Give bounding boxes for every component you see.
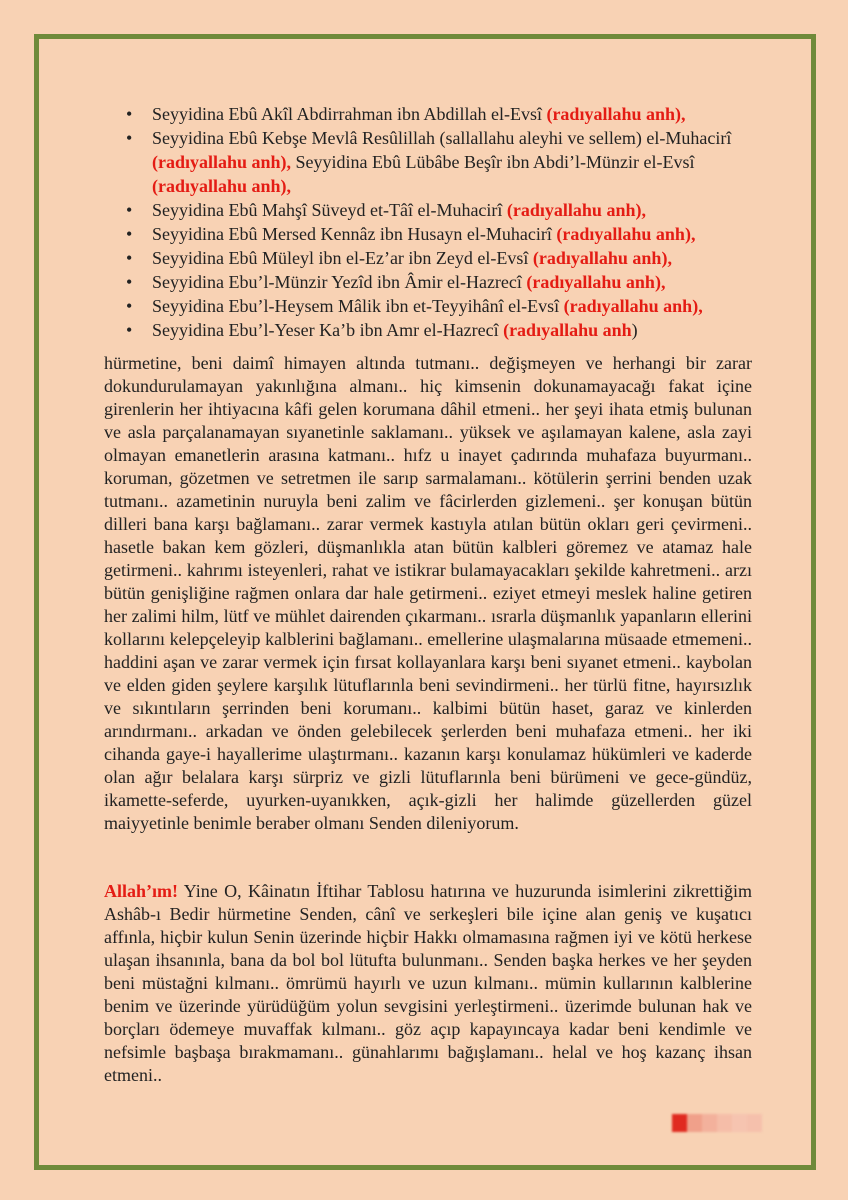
- punctuation: ,: [286, 176, 292, 196]
- honorific: (radıyallahu anh): [152, 152, 287, 172]
- page-marker-segment: [732, 1114, 747, 1132]
- companion-name: Seyyidina Ebû Mersed Kennâz ibn Husayn el-Muhacirî: [152, 224, 557, 244]
- punctuation: ,: [667, 248, 672, 268]
- honorific: (radıyallahu anh): [526, 272, 661, 292]
- companion-name: Seyyidina Ebu’l-Münzir Yezîd ibn Âmir el-Hazrecî: [152, 272, 527, 292]
- list-item: [110, 198, 750, 222]
- list-item: [110, 126, 750, 198]
- companion-name: Seyyidina Ebû Lübâbe Beşîr ibn Abdi’l-Münzir el-Evsî: [291, 152, 695, 172]
- companion-name: Seyyidina Ebû Akîl Abdirrahman ibn Abdillah el-Evsî: [152, 104, 547, 124]
- page-marker-segment: [672, 1114, 687, 1132]
- punctuation: ,: [690, 224, 696, 244]
- list-item: [110, 318, 750, 342]
- paragraph-text: Yine O, Kâinatın İftihar Tablosu hatırına ve huzurunda isimlerini zikrettiğim Ashâb-ı Bedir hürmetine Senden, cânî ve serkeşleri bile içine alan geniş ve kuşatıcı affınla, hiçbir kulun Senin üzerinde hiçbir Hakkı olmamasına rağmen iyi ve kötü herkese ulaşan ihsanınla, bana da bol bol lütufta bulunmanı.. Senden başka herkes ve her şeyden beni müstağni kılmanı.. ömrümü hayırlı ve uzun kılmanı.. mümin kullarının kalblerine benim ve üzerinde yürüdüğüm yolun sevgisini yerleştirmeni.. üzerimde bulunan hak ve borçları ödemeye muvaffak kılmanı.. göz açıp kapayıncaya kadar beni kendimle ve nefsimle başbaşa bırakmamanı.. günahlarımı bağışlamanı.. helal ve hoş kazanç ihsan etmeni..: [104, 881, 752, 1085]
- companion-name: Seyyidina Ebu’l-Heysem Mâlik ibn et-Teyyihânî el-Evsî: [152, 296, 564, 316]
- list-item: [110, 270, 750, 294]
- list-item: [110, 246, 750, 270]
- punctuation: ,: [286, 152, 292, 172]
- companion-list: [110, 102, 750, 342]
- companion-name: Seyyidina Ebû Müleyl ibn el-Ez’ar ibn Zeyd el-Evsî: [152, 248, 533, 268]
- honorific: (radıyallahu anh): [546, 104, 681, 124]
- page-marker-segment: [747, 1114, 762, 1132]
- prayer-paragraph-1: hürmetine, beni daimî himayen altında tutmanı.. değişmeyen ve herhangi bir zarar dokundurulamayan yakınlığına almanı.. hiç kimsenin dokunamayacağı fakat içine girenlerin her ihtiyacına kâfi gelen korumana dâhil etmeni.. her şeyi ihata etmiş bulunan ve asla parçalanamayan sıyanetinle saklamanı.. yüksek ve aşılamayan kalene, asla zayi olmayan emanetlerin arasına katmanı.. hıfz u inayet çadırında muhafaza buyurmanı.. koruman, gözetmen ve setretmen ile sarıp sarmalamanı.. kötülerin şerrini benden uzak tutmanı.. azametinin nuruyla beni zalim ve fâcirlerden gizlemeni.. şer konuşan bütün dilleri bana karşı bağlamanı.. zarar vermek kastıyla atılan bütün okları geri çevirmeni.. hasetle bakan kem gözleri, düşmanlıkla atan bütün kalbleri göremez ve atamaz hale getirmeni.. kahrımı isteyenleri, rahat ve istikrar bulamayacakları şekilde kahretmeni.. arzı bütün genişliğine rağmen onlara dar hale getirmeni.. eziyet etmeyi meslek haline getiren her zalimi hilm, lütf ve mühlet dairenden çıkarmanı.. ısrarla düşmanlık yapanların ellerini kollarını kelepçeleyip kalblerini bağlamanı.. emellerine ulaşmalarına müsaade etmemeni.. haddini aşan ve zarar vermek için fırsat kollayanlara karşı beni sıyanet etmeni.. kaybolan ve elden giden şeylere karşılık lütuflarınla beni sevindirmeni.. her türlü fitne, hayırsızlık ve sıkıntıların şerrinden beni korumanı.. kalbimi bütün haset, garaz ve kinlerden arındırmanı.. arkadan ve önden gelebilecek şerlerden beni muhafaza etmeni.. her iki cihanda gaye-i hayallerime ulaştırmanı.. kazanın karşı konulamaz hükümleri ve kaderde olan ağır belalara karşı sürpriz ve gizli lütuflarınla beni bürümeni ve gece-gündüz, ikamette-seferde, uyurken-uyanıkken, açık-gizli her halimde güzellerden güzel maiyyetinle benimle beraber olmanı Senden dileniyorum.: [104, 353, 752, 833]
- honorific: (radıyallahu anh): [506, 200, 642, 220]
- punctuation: ): [631, 320, 638, 340]
- honorific: (radıyallahu anh): [152, 176, 287, 196]
- honorific: (radıyallahu anh): [563, 296, 699, 316]
- page-number-marker: [672, 1114, 762, 1132]
- punctuation: ,: [681, 104, 686, 124]
- companion-name: Seyyidina Ebû Kebşe Mevlâ Resûlillah (sallallahu aleyhi ve sellem) el-Muhacirî: [152, 128, 732, 148]
- honorific: (radıyallahu anh: [503, 320, 632, 340]
- page-marker-segment: [702, 1114, 717, 1132]
- honorific: (radıyallahu anh): [556, 224, 691, 244]
- punctuation: ,: [698, 296, 703, 316]
- punctuation: ,: [641, 200, 646, 220]
- page-marker-segment: [687, 1114, 702, 1132]
- companion-name: Seyyidina Ebu’l-Yeser Ka’b ibn Amr el-Hazrecî: [152, 320, 504, 340]
- list-item: [110, 222, 750, 246]
- invocation-heading: Allah’ım!: [104, 881, 178, 901]
- punctuation: ,: [660, 272, 666, 292]
- page-marker-segment: [717, 1114, 732, 1132]
- prayer-paragraph-2: [104, 880, 752, 1087]
- honorific: (radıyallahu anh): [532, 248, 668, 268]
- companion-name: Seyyidina Ebû Mahşî Süveyd et-Tâî el-Muhacirî: [152, 200, 507, 220]
- list-item: [110, 294, 750, 318]
- list-item: [110, 102, 750, 126]
